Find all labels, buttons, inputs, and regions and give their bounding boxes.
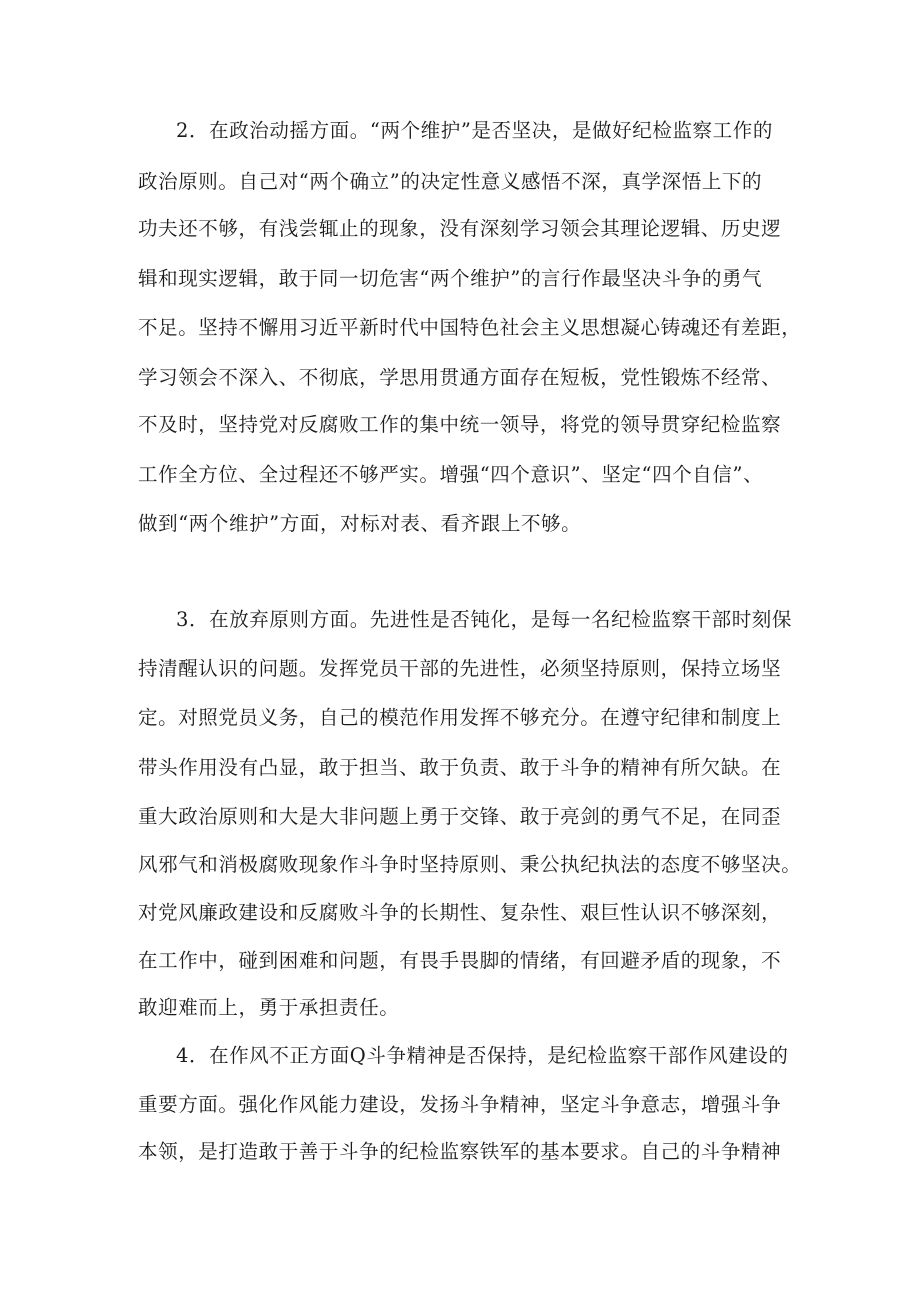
paragraph-line: 工作全方位、全过程还不够严实。增强“四个意识”、坚定“四个自信”、 bbox=[138, 463, 764, 486]
paragraph-line: 定。对照党员义务，自己的模范作用发挥不够充分。在遵守纪律和制度上 bbox=[138, 706, 782, 729]
paragraph-line: 本领，是打造敢于善于斗争的纪检监察铁军的基本要求。自己的斗争精神 bbox=[138, 1140, 782, 1163]
paragraph-line: 学习领会不深入、不彻底，学思用贯通方面存在短板，党性锻炼不经常、 bbox=[138, 366, 782, 389]
paragraph-line: 不及时，坚持党对反腐败工作的集中统一领导，将党的领导贯穿纪检监察 bbox=[138, 413, 782, 436]
paragraph-line: 不足。坚持不懈用习近平新时代中国特色社会主义思想凝心铸魂还有差距， bbox=[138, 316, 802, 339]
paragraph-line: 重大政治原则和大是大非问题上勇于交锋、敢于亮剑的勇气不足，在同歪 bbox=[138, 805, 782, 828]
paragraph-line: 重要方面。强化作风能力建设，发扬斗争精神，坚定斗争意志，增强斗争 bbox=[138, 1093, 782, 1116]
paragraph-line: 做到“两个维护”方面，对标对表、看齐跟上不够。 bbox=[138, 512, 582, 535]
paragraph-line: 3．在放弃原则方面。先进性是否钝化，是每一名纪检监察干部时刻保 bbox=[176, 608, 793, 631]
paragraph-line: 带头作用没有凸显，敢于担当、敢于负责、敢于斗争的精神有所欠缺。在 bbox=[138, 756, 782, 779]
paragraph-line: 政治原则。自己对“两个确立”的决定性意义感悟不深，真学深悟上下的 bbox=[138, 170, 763, 193]
paragraph-line: 风邪气和消极腐败现象作斗争时坚持原则、秉公执纪执法的态度不够坚决。 bbox=[138, 853, 802, 876]
paragraph-line: 2．在政治动摇方面。“两个维护”是否坚决，是做好纪检监察工作的 bbox=[176, 119, 773, 142]
paragraph-line: 对党风廉政建设和反腐败斗争的长期性、复杂性、艰巨性认识不够深刻， bbox=[138, 901, 782, 924]
paragraph-line: 持清醒认识的问题。发挥党员干部的先进性，必须坚持原则，保持立场坚 bbox=[138, 657, 782, 680]
paragraph-line: 功夫还不够，有浅尝辄止的现象，没有深刻学习领会其理论逻辑、历史逻 bbox=[138, 217, 782, 240]
paragraph-line: 辑和现实逻辑，敢于同一切危害“两个维护”的言行作最坚决斗争的勇气 bbox=[138, 267, 763, 290]
paragraph-line: 敢迎难而上，勇于承担责任。 bbox=[138, 996, 400, 1019]
paragraph-line: 4．在作风不正方面Q斗争精神是否保持，是纪检监察干部作风建设的 bbox=[176, 1044, 789, 1067]
paragraph-line: 在工作中，碰到困难和问题，有畏手畏脚的情绪，有回避矛盾的现象，不 bbox=[138, 949, 782, 972]
